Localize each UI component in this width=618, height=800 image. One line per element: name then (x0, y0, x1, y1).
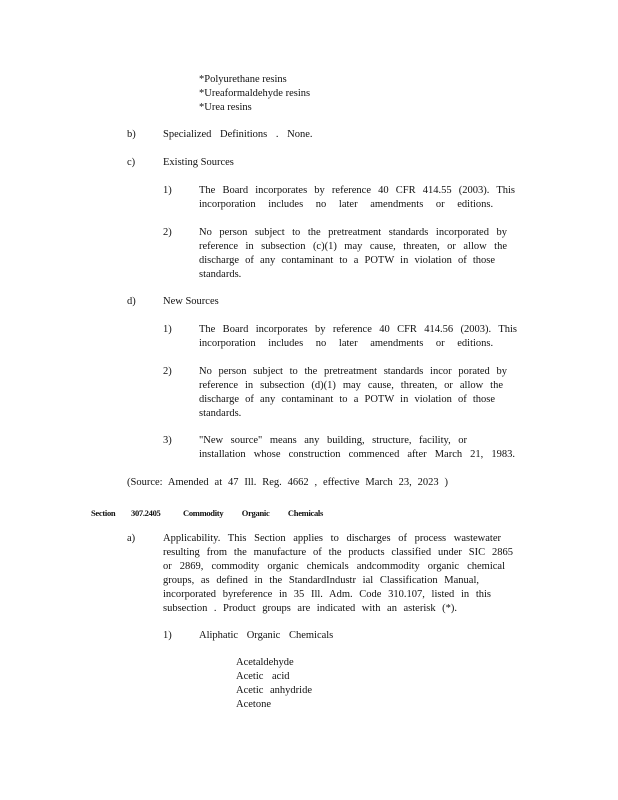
paragraph-line: standards. (199, 269, 242, 280)
item-marker: 2) (163, 366, 172, 377)
section-title: Commodity Organic Chemicals (183, 508, 323, 518)
paragraph-line: The Board incorporates by reference 40 CFR 414.56 (2003). This (199, 324, 517, 335)
paragraph-line: No person subject to the pretreatment standards incorporated by (199, 227, 507, 238)
paragraph-line: groups, as defined in the StandardIndustr ial Classification Manual, (163, 575, 479, 586)
paragraph-line: incorporation includes no later amendments or editions. (199, 199, 494, 210)
paragraph-line: incorporation includes no later amendments or editions. (199, 338, 494, 349)
list-item: *Urea resins (199, 102, 252, 113)
paragraph-line: subsection . Product groups are indicated with an asterisk (*). (163, 603, 457, 614)
list-item: Acetaldehyde (236, 657, 294, 668)
subsection-heading: New Sources (163, 296, 219, 307)
paragraph (199, 365, 507, 421)
source-note: (Source: Amended at 47 Ill. Reg. 4662 , effective March 23, 2023 ) (127, 477, 448, 488)
item-marker: 1) (163, 185, 172, 196)
paragraph-line: or 2869, commodity organic chemicals andcommodity organic chemical (163, 561, 505, 572)
list-item: Acetic acid (236, 671, 290, 682)
list-item: Acetone (236, 699, 271, 710)
subsection-marker: b) (127, 129, 136, 140)
paragraph-line: reference in subsection (c)(1) may cause, threaten, or allow the (199, 241, 507, 252)
paragraph-line: standards. (199, 408, 242, 419)
paragraph-line: The Board incorporates by reference 40 CFR 414.55 (2003). This (199, 185, 515, 196)
paragraph-line: installation whose construction commenced after March 21, 1983. (199, 449, 515, 460)
paragraph (199, 226, 507, 282)
list-item: *Ureaformaldehyde resins (199, 88, 311, 99)
section-number: 307.2405 (131, 508, 161, 518)
item-marker: 1) (163, 630, 172, 641)
item-marker: 1) (163, 324, 172, 335)
paragraph-line: resulting from the manufacture of the products classified under SIC 2865 (163, 547, 513, 558)
subsection-heading: Existing Sources (163, 157, 234, 168)
paragraph-line: "New source" means any building, structure, facility, or (199, 435, 467, 446)
section-label: Section (91, 508, 116, 518)
subsection-marker: a) (127, 533, 136, 544)
paragraph-line: incorporated byreference in 35 Ill. Adm. Code 310.107, listed in this (163, 589, 491, 600)
subsection-text: Specialized Definitions . None. (163, 129, 313, 140)
paragraph (199, 184, 515, 212)
list-item: *Polyurethane resins (199, 74, 287, 85)
item-marker: 2) (163, 227, 172, 238)
list-item: Acetic anhydride (236, 685, 313, 696)
paragraph-line: reference in subsection (d)(1) may cause, threaten, or allow the (199, 380, 503, 391)
paragraph-line: No person subject to the pretreatment standards incor porated by (199, 366, 507, 377)
paragraph-line: discharge of any contaminant to a POTW in violation of those (199, 255, 495, 266)
subsection-marker: d) (127, 296, 136, 307)
paragraph (163, 532, 513, 616)
subsection-marker: c) (127, 157, 136, 168)
paragraph (199, 323, 517, 351)
item-heading: Aliphatic Organic Chemicals (199, 630, 334, 641)
item-marker: 3) (163, 435, 172, 446)
paragraph-line: discharge of any contaminant to a POTW in violation of those (199, 394, 495, 405)
paragraph (199, 434, 515, 462)
paragraph-line: Applicability. This Section applies to discharges of process wastewater (163, 533, 501, 544)
